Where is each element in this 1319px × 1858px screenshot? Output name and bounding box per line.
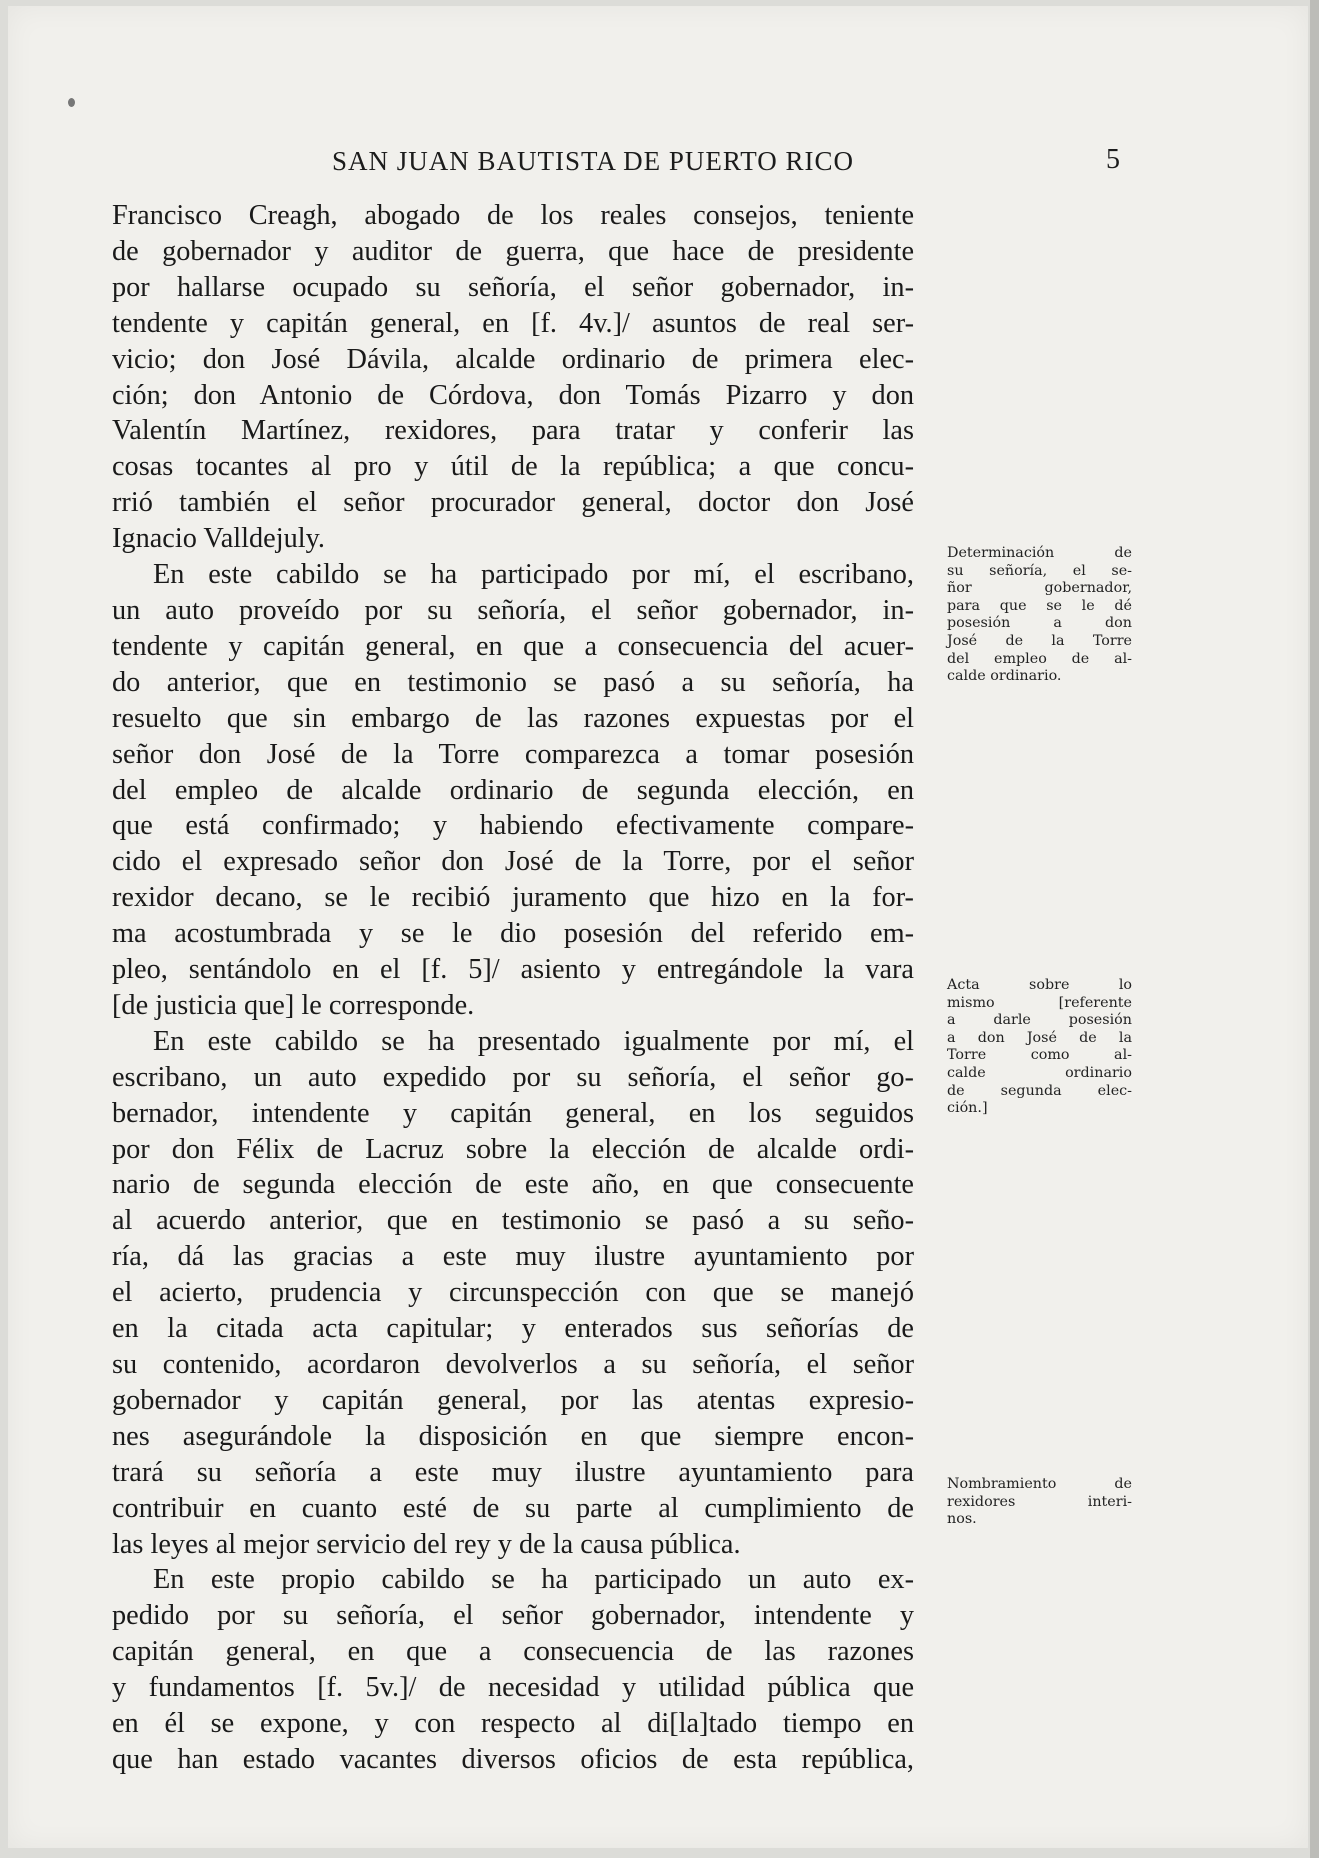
text-line: nes asegurándole la disposición en que siempre encon- [112,1420,914,1452]
text-line: Ignacio Valldejuly. [112,523,325,555]
margin-note-3 [947,1476,1132,1529]
text-line: pedido por su señoría, el señor gobernador, intendente y [112,1600,914,1632]
note-line: ción.] [947,1100,988,1117]
note-line: calde ordinario. [947,668,1062,685]
text-line: bernador, intendente y capitán general, en los seguidos [112,1097,914,1129]
text-line: Valentín Martínez, rexidores, para tratar y conferir las [112,415,914,447]
paragraph-4 [112,1562,914,1777]
text-line: tendente y capitán general, en que a consecuencia del acuer- [112,630,914,662]
note-line: calde ordinario [947,1064,1132,1081]
paragraph-2 [112,557,914,1024]
text-line: cosas tocantes al pro y útil de la república; a que concu- [112,451,914,483]
text-line: rrió también el señor procurador general, doctor don José [112,487,914,519]
note-line: Determinación de [947,545,1132,561]
page-number: 5 [1106,144,1120,175]
text-line: gobernador y capitán general, por las atentas expresio- [112,1384,914,1416]
note-line: Torre como al- [947,1047,1132,1064]
text-line: [de justicia que] le corresponde. [112,989,475,1021]
ink-speck [68,98,75,107]
text-line: del empleo de alcalde ordinario de segunda elección, en [112,774,914,806]
text-line: resuelto que sin embargo de las razones expuestas por el [112,702,914,734]
text-line: el acierto, prudencia y circunspección con que se manejó [112,1277,914,1309]
running-head: SAN JUAN BAUTISTA DE PUERTO RICO [332,146,855,176]
text-line: pleo, sentándolo en el [f. 5]/ asiento y entregándole la vara [112,954,914,986]
text-line: do anterior, que en testimonio se pasó a su señoría, ha [112,666,914,698]
text-line: por don Félix de Lacruz sobre la elección de alcalde ordi- [112,1133,914,1165]
text-line: rexidor decano, se le recibió juramento que hizo en la for- [112,882,914,914]
text-line: cido el expresado señor don José de la Torre, por el señor [112,846,914,878]
text-line: contribuir en cuanto esté de su parte al cumplimiento de [112,1492,914,1524]
text-line: tendente y capitán general, en [f. 4v.]/ asuntos de real ser- [112,307,914,339]
text-line: un auto proveído por su señoría, el señor gobernador, in- [112,594,914,626]
text-line: trará su señoría a este muy ilustre ayuntamiento para [112,1456,914,1488]
main-text [112,198,914,1778]
text-line: y fundamentos [f. 5v.]/ de necesidad y utilidad pública que [112,1672,914,1704]
note-line: para que se le dé [947,597,1132,614]
note-line: a darle posesión [947,1012,1132,1029]
note-line: de segunda elec- [947,1082,1132,1099]
text-line: ría, dá las gracias a este muy ilustre ayuntamiento por [112,1241,914,1273]
paragraph-1 [112,198,914,557]
text-line: En este cabildo se ha participado por mí, el escribano, [153,559,914,591]
text-line: ma acostumbrada y se le dio posesión del referido em- [112,918,914,950]
page-edge [1310,0,1319,1858]
text-line: al acuerdo anterior, que en testimonio se pasó a su seño- [112,1205,914,1237]
text-line: escribano, un auto expedido por su señoría, el señor go- [112,1061,914,1093]
text-line: por hallarse ocupado su señoría, el señor gobernador, in- [112,271,914,303]
note-line: nos. [947,1511,977,1528]
note-line: Nombramiento de [947,1476,1132,1492]
note-line: mismo [referente [947,994,1132,1011]
text-line: de gobernador y auditor de guerra, que hace de presidente [112,235,914,267]
margin-note-1 [947,545,1132,686]
text-line: en él se expone, y con respecto al di[la]tado tiempo en [112,1708,914,1740]
note-line: su señoría, el se- [947,562,1132,579]
text-line: ción; don Antonio de Córdova, don Tomás Pizarro y don [112,379,914,411]
note-line: ñor gobernador, [947,580,1132,597]
paragraph-3 [112,1024,914,1563]
text-line: nario de segunda elección de este año, en que consecuente [112,1169,914,1201]
text-line: que está confirmado; y habiendo efectivamente compare- [112,810,914,842]
note-line: posesión a don [947,615,1132,632]
text-line: señor don José de la Torre comparezca a tomar posesión [112,738,914,770]
text-line: En este propio cabildo se ha participado un auto ex- [153,1564,914,1596]
text-line: En este cabildo se ha presentado igualmente por mí, el [153,1025,914,1057]
note-line: a don José de la [947,1029,1132,1046]
text-line: en la citada acta capitular; y enterados sus señorías de [112,1313,914,1345]
text-line: Francisco Creagh, abogado de los reales consejos, teniente [112,200,914,231]
note-line: del empleo de al- [947,650,1132,667]
note-line: rexidores interi- [947,1493,1132,1510]
text-line: vicio; don José Dávila, alcalde ordinario de primera elec- [112,343,914,375]
note-line: Acta sobre lo [947,977,1132,993]
margin-note-2 [947,977,1132,1118]
text-line: su contenido, acordaron devolverlos a su señoría, el señor [112,1349,914,1380]
book-page [8,6,1308,1848]
text-line: capitán general, en que a consecuencia de las razones [112,1636,914,1668]
text-line: que han estado vacantes diversos oficios de esta república, [112,1743,914,1775]
text-line: las leyes al mejor servicio del rey y de la causa pública. [112,1528,741,1560]
note-line: José de la Torre [947,632,1132,649]
